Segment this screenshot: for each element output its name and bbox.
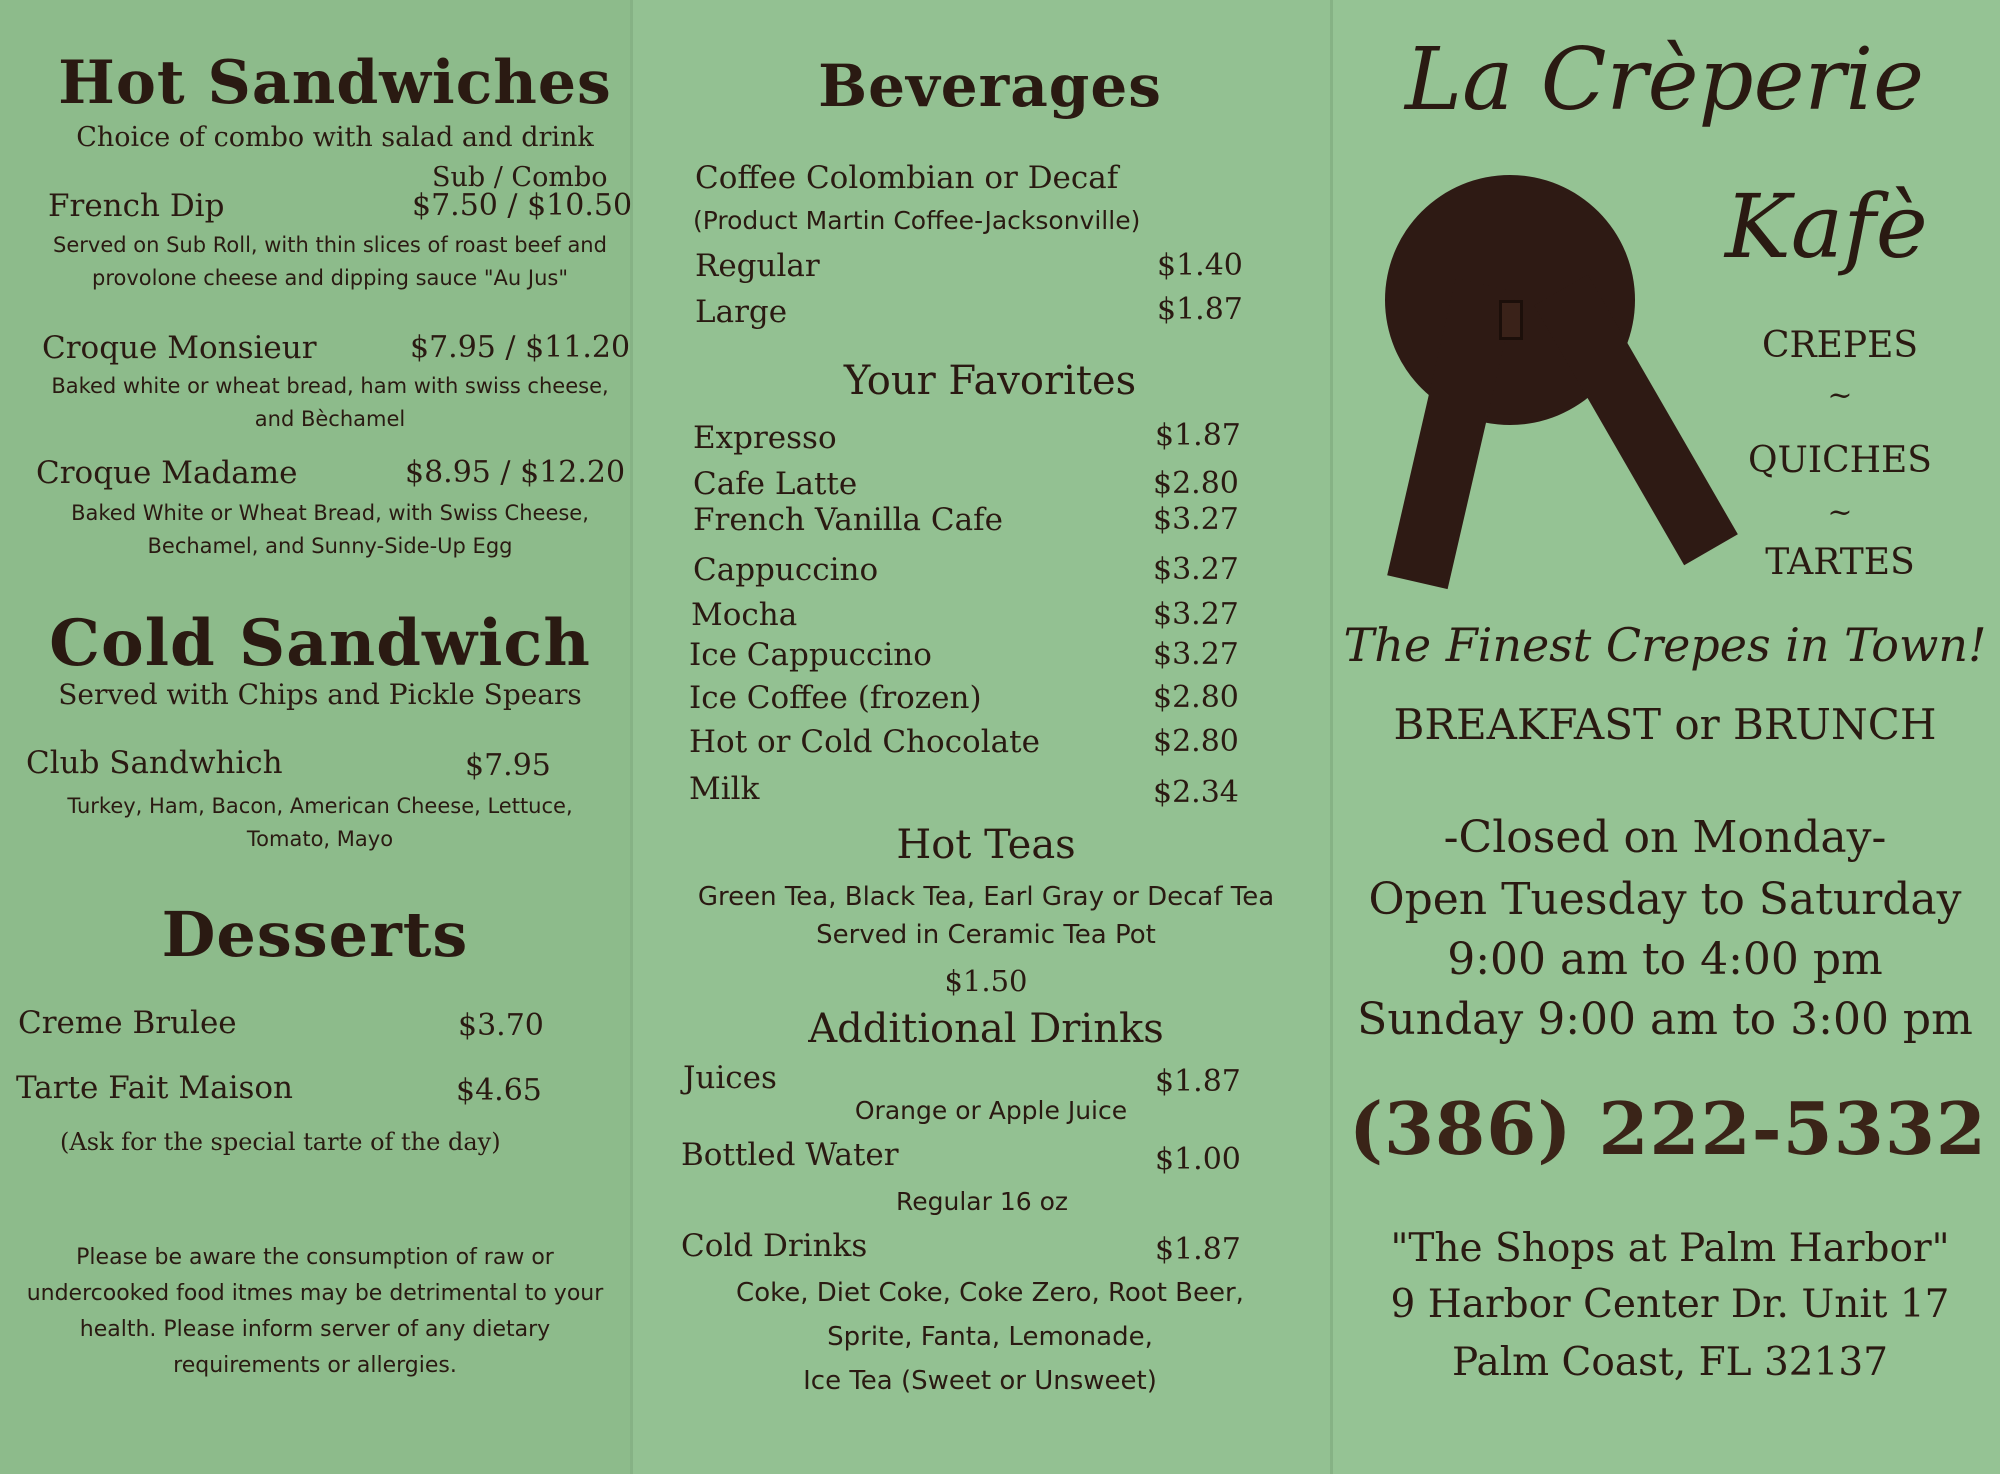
offer-quiches: QUICHES [1748,440,1932,481]
menu-item-desc: Baked white or wheat bread, ham with swiss cheese, and Bèchamel [51,374,609,431]
closed-day: -Closed on Monday- [1443,812,1887,863]
menu-item-name: Cafe Latte [693,466,858,502]
brand-name-line1: La Crèperie [1405,30,1924,130]
menu-item-name: Milk [689,771,760,807]
menu-item-price: $1.87 [1155,1064,1241,1099]
offer-separator: ~ [1827,495,1853,530]
menu-item-name: Ice Coffee (frozen) [689,680,982,716]
menu-item-name: Tarte Fait Maison [16,1070,294,1106]
menu-item-name: Juices [683,1060,777,1096]
menu-item-name: Croque Madame [36,455,298,491]
menu-item-name: French Dip [48,188,225,224]
menu-item-price: $7.50 / $10.50 [412,188,633,223]
hot-teas-line2: Served in Ceramic Tea Pot [816,920,1156,950]
beverages-title: Beverages [818,52,1162,120]
favorites-title: Your Favorites [843,358,1137,404]
sub-combo-header: Sub / Combo [432,162,608,193]
menu-item-price: $8.95 / $12.20 [405,455,626,490]
menu-item-name: Mocha [691,597,798,633]
menu-item-price: $7.95 [465,748,551,783]
coffee-title: Coffee Colombian or Decaf [695,160,1119,196]
menu-item-price: $3.27 [1153,502,1239,537]
sunday-hours: Sunday 9:00 am to 3:00 pm [1357,994,1973,1045]
open-days: Open Tuesday to Saturday [1368,874,1962,925]
address-line1: "The Shops at Palm Harbor" [1390,1226,1950,1271]
menu-item-desc: Orange or Apple Juice [854,1096,1128,1125]
menu-item-name: Cappuccino [693,552,879,588]
menu-item-name: Creme Brulee [18,1005,237,1041]
cold-sandwich-subtitle: Served with Chips and Pickle Spears [58,678,582,711]
brand-name-line2: Kafè [1725,175,1928,278]
tagline: The Finest Crepes in Town! [1343,618,1987,672]
offer-crepes: CREPES [1761,325,1919,366]
phone-number: (386) 222-5332 [1348,1086,1988,1171]
menu-item-desc: Turkey, Ham, Bacon, American Cheese, Lettuce, Tomato, Mayo [67,794,573,851]
menu-item-price: $1.87 [1155,1232,1241,1267]
address-line3: Palm Coast, FL 32137 [1451,1340,1889,1385]
menu-item-price: $4.65 [456,1073,542,1108]
menu-item-desc: Baked White or Wheat Bread, with Swiss Cheese, Bechamel, and Sunny-Side-Up Egg [71,501,589,558]
desserts-note: (Ask for the special tarte of the day) [60,1128,501,1156]
menu-item-name: Large [695,294,788,330]
menu-item-name: Cold Drinks [681,1228,868,1264]
menu-item-name: Regular [695,248,820,284]
desserts-title: Desserts [161,898,469,971]
menu-item-price: $2.80 [1153,466,1239,501]
menu-item-name: Bottled Water [681,1137,899,1173]
menu-item-price: $1.00 [1155,1142,1241,1177]
menu-item-desc: Regular 16 oz [895,1187,1068,1216]
offer-tartes: TARTES [1765,542,1915,583]
menu-item-name: French Vanilla Cafe [693,502,1003,538]
menu-item-name: Ice Cappuccino [689,637,932,673]
menu-item-price: $1.87 [1157,292,1243,327]
hot-teas-line1: Green Tea, Black Tea, Earl Gray or Decaf Tea [697,882,1275,912]
menu-item-price: $1.40 [1157,248,1243,283]
hot-sandwiches-subtitle: Choice of combo with salad and drink [76,122,594,153]
open-hours: 9:00 am to 4:00 pm [1447,934,1883,985]
menu-item-price: $2.34 [1153,775,1239,810]
cold-drinks-desc: Ice Tea (Sweet or Unsweet) [803,1366,1157,1396]
menu-item-name: Expresso [693,420,837,456]
coffee-note: (Product Martin Coffee-Jacksonville) [693,206,1141,235]
cold-drinks-desc: Sprite, Fanta, Lemonade, [827,1322,1153,1352]
hot-sandwiches-title: Hot Sandwiches [58,48,612,118]
menu-item-name: Hot or Cold Chocolate [689,724,1040,760]
menu-item-name: Club Sandwhich [26,745,283,781]
logo-buckle [1499,300,1523,340]
hot-teas-title: Hot Teas [896,822,1076,868]
menu-item-price: $3.27 [1153,637,1239,672]
health-disclaimer: Please be aware the consumption of raw or undercooked food itmes may be detrimental to your health. Please inform server of any dietary requirements or allergies. [26,1245,604,1378]
cold-drinks-desc: Coke, Diet Coke, Coke Zero, Root Beer, [736,1278,1244,1308]
menu-item-desc: Served on Sub Roll, with thin slices of roast beef and provolone cheese and dipping sauce "Au Jus" [53,233,607,290]
meal-type: BREAKFAST or BRUNCH [1393,700,1937,749]
offer-separator: ~ [1827,378,1853,413]
menu-item-name: Croque Monsieur [42,330,317,366]
menu-item-price: $3.27 [1153,597,1239,632]
menu-item-price: $3.70 [458,1008,544,1043]
hot-teas-price: $1.50 [944,964,1028,998]
menu-item-price: $2.80 [1153,724,1239,759]
cold-sandwich-title: Cold Sandwich [49,606,591,681]
additional-drinks-title: Additional Drinks [808,1006,1164,1052]
address-line2: 9 Harbor Center Dr. Unit 17 [1390,1282,1950,1327]
menu-item-price: $2.80 [1153,680,1239,715]
menu-item-price: $1.87 [1155,418,1241,453]
menu-item-price: $3.27 [1153,552,1239,587]
menu-item-price: $7.95 / $11.20 [410,330,631,365]
